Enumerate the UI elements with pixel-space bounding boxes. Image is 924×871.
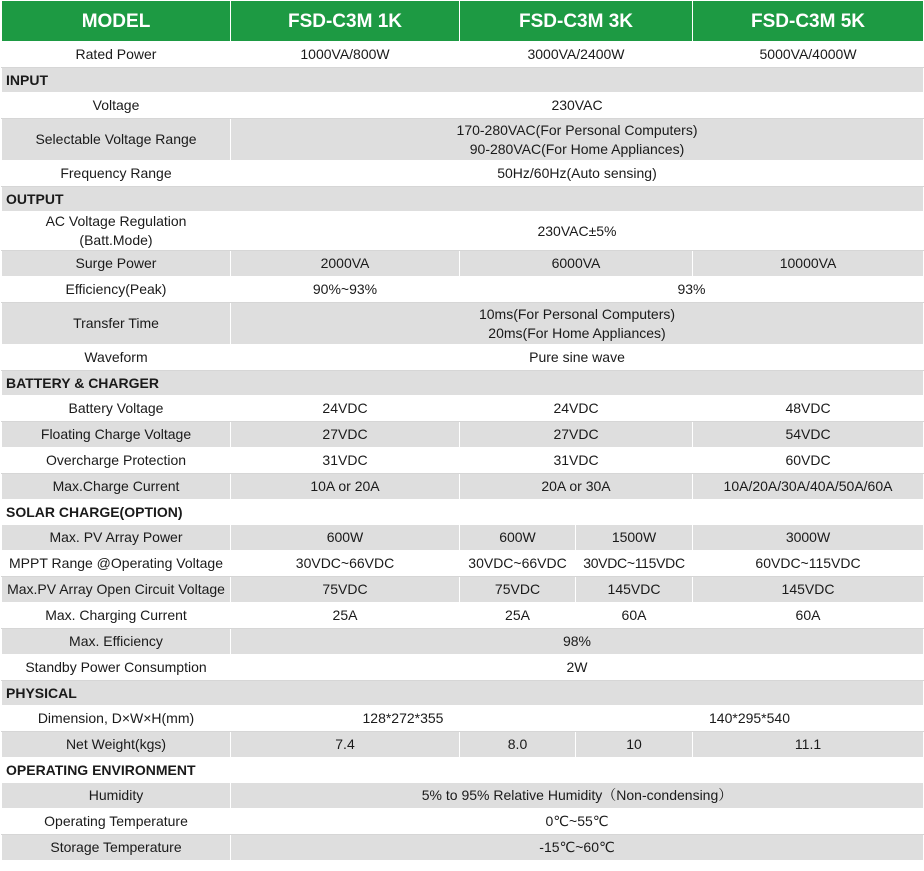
standby-row: [2, 655, 924, 681]
cell-value: 90%~93%: [231, 277, 460, 303]
surge-power-row: [2, 251, 924, 277]
efficiency-row: [2, 277, 924, 303]
cell-value: 27VDC: [460, 422, 693, 448]
voltage-row: [2, 93, 924, 119]
spec-table: [1, 0, 924, 861]
value-line: 20ms(For Home Appliances): [488, 324, 666, 341]
cell-value: 60VDC: [693, 448, 924, 474]
row-label: Transfer Time: [2, 303, 231, 345]
cell-value: 1000VA/800W: [231, 42, 460, 68]
row-label: Standby Power Consumption: [2, 655, 231, 681]
row-label: Voltage: [2, 93, 231, 119]
row-label: Max. PV Array Power: [2, 525, 231, 551]
floating-voltage-row: [2, 422, 924, 448]
row-label: Waveform: [2, 345, 231, 371]
cell-value: 24VDC: [231, 396, 460, 422]
cell-value: 2000VA: [231, 251, 460, 277]
section-output: [2, 187, 924, 212]
cell-value: 30VDC~66VDC: [460, 551, 576, 577]
storage-temp-row: [2, 835, 924, 861]
label-line: (Batt.Mode): [79, 232, 153, 248]
cell-value: 60VDC~115VDC: [693, 551, 924, 577]
max-charge-current-row: [2, 474, 924, 500]
cell-value: 27VDC: [231, 422, 460, 448]
selectable-range-row: [2, 119, 924, 161]
model-header: MODEL: [2, 1, 231, 42]
cell-value: 7.4: [231, 732, 460, 758]
row-label: MPPT Range @Operating Voltage: [2, 551, 231, 577]
max-efficiency-row: [2, 629, 924, 655]
transfer-time-row: [2, 303, 924, 345]
cell-value: 6000VA: [460, 251, 693, 277]
cell-value: 10: [576, 732, 693, 758]
row-label: Humidity: [2, 783, 231, 809]
cell-value: 93%: [460, 277, 924, 303]
open-circuit-row: [2, 577, 924, 603]
charging-current-row: [2, 603, 924, 629]
section-title: SOLAR CHARGE(OPTION): [2, 500, 924, 525]
row-label: Rated Power: [2, 42, 231, 68]
net-weight-row: [2, 732, 924, 758]
humidity-row: [2, 783, 924, 809]
section-physical: [2, 681, 924, 706]
row-label: Operating Temperature: [2, 809, 231, 835]
cell-value: 2W: [231, 655, 924, 681]
cell-value: 98%: [231, 629, 924, 655]
cell-value: 75VDC: [460, 577, 576, 603]
model-5k-header: FSD-C3M 5K: [693, 1, 924, 42]
cell-value: 10000VA: [693, 251, 924, 277]
cell-value: 0℃~55℃: [231, 809, 924, 835]
cell-value: 30VDC~115VDC: [576, 551, 693, 577]
overcharge-row: [2, 448, 924, 474]
cell-value: 75VDC: [231, 577, 460, 603]
value-line: 90-280VAC(For Home Appliances): [469, 140, 685, 157]
cell-value: 11.1: [693, 732, 924, 758]
cell-value: 10A or 20A: [231, 474, 460, 500]
cell-value: 31VDC: [231, 448, 460, 474]
cell-value: 1500W: [576, 525, 693, 551]
dimension-row: [2, 706, 924, 732]
row-label: Net Weight(kgs): [2, 732, 231, 758]
section-solar: [2, 500, 924, 525]
row-label: Max.Charge Current: [2, 474, 231, 500]
cell-value: 3000VA/2400W: [460, 42, 693, 68]
row-label: Max. Efficiency: [2, 629, 231, 655]
section-title: PHYSICAL: [2, 681, 924, 706]
cell-value: -15℃~60℃: [231, 835, 924, 861]
label-line: AC Voltage Regulation: [45, 213, 187, 229]
section-input: [2, 68, 924, 93]
cell-value: 54VDC: [693, 422, 924, 448]
value-line: 170-280VAC(For Personal Computers): [456, 121, 698, 138]
model-3k-header: FSD-C3M 3K: [460, 1, 693, 42]
section-title: BATTERY & CHARGER: [2, 371, 924, 396]
cell-value: 3000W: [693, 525, 924, 551]
cell-value: 600W: [460, 525, 576, 551]
row-label: Dimension, D×W×H(mm): [2, 706, 231, 732]
cell-value: 30VDC~66VDC: [231, 551, 460, 577]
cell-value: [231, 119, 924, 161]
row-label: Surge Power: [2, 251, 231, 277]
row-label: Efficiency(Peak): [2, 277, 231, 303]
row-label: Battery Voltage: [2, 396, 231, 422]
row-label: [2, 212, 231, 251]
cell-value: 60A: [693, 603, 924, 629]
cell-value: 24VDC: [460, 396, 693, 422]
pv-power-row: [2, 525, 924, 551]
cell-value: 48VDC: [693, 396, 924, 422]
header-row: [2, 1, 924, 42]
cell-value: 600W: [231, 525, 460, 551]
operating-temp-row: [2, 809, 924, 835]
frequency-row: [2, 161, 924, 187]
cell-value: 230VAC: [231, 93, 924, 119]
section-title: INPUT: [2, 68, 924, 93]
cell-value: 25A: [460, 603, 576, 629]
cell-value: Pure sine wave: [231, 345, 924, 371]
cell-value: 5000VA/4000W: [693, 42, 924, 68]
cell-value: 230VAC±5%: [231, 212, 924, 251]
model-1k-header: FSD-C3M 1K: [231, 1, 460, 42]
row-label: Overcharge Protection: [2, 448, 231, 474]
cell-value: 8.0: [460, 732, 576, 758]
value-line: 10ms(For Personal Computers): [478, 305, 676, 322]
ac-regulation-row: [2, 212, 924, 251]
mppt-range-row: [2, 551, 924, 577]
battery-voltage-row: [2, 396, 924, 422]
row-label: Floating Charge Voltage: [2, 422, 231, 448]
section-battery: [2, 371, 924, 396]
section-environment: [2, 758, 924, 783]
cell-value: 145VDC: [576, 577, 693, 603]
cell-value: 128*272*355: [231, 706, 576, 732]
cell-value: 25A: [231, 603, 460, 629]
cell-value: 140*295*540: [576, 706, 924, 732]
section-title: OPERATING ENVIRONMENT: [2, 758, 924, 783]
cell-value: 20A or 30A: [460, 474, 693, 500]
waveform-row: [2, 345, 924, 371]
row-label: Max.PV Array Open Circuit Voltage: [2, 577, 231, 603]
row-label: Selectable Voltage Range: [2, 119, 231, 161]
row-label: Max. Charging Current: [2, 603, 231, 629]
row-label: Storage Temperature: [2, 835, 231, 861]
cell-value: 31VDC: [460, 448, 693, 474]
section-title: OUTPUT: [2, 187, 924, 212]
cell-value: [231, 303, 924, 345]
cell-value: 145VDC: [693, 577, 924, 603]
rated-power-row: [2, 42, 924, 68]
cell-value: 5% to 95% Relative Humidity（Non-condensing）: [231, 783, 924, 809]
cell-value: 60A: [576, 603, 693, 629]
cell-value: 50Hz/60Hz(Auto sensing): [231, 161, 924, 187]
cell-value: 10A/20A/30A/40A/50A/60A: [693, 474, 924, 500]
row-label: Frequency Range: [2, 161, 231, 187]
